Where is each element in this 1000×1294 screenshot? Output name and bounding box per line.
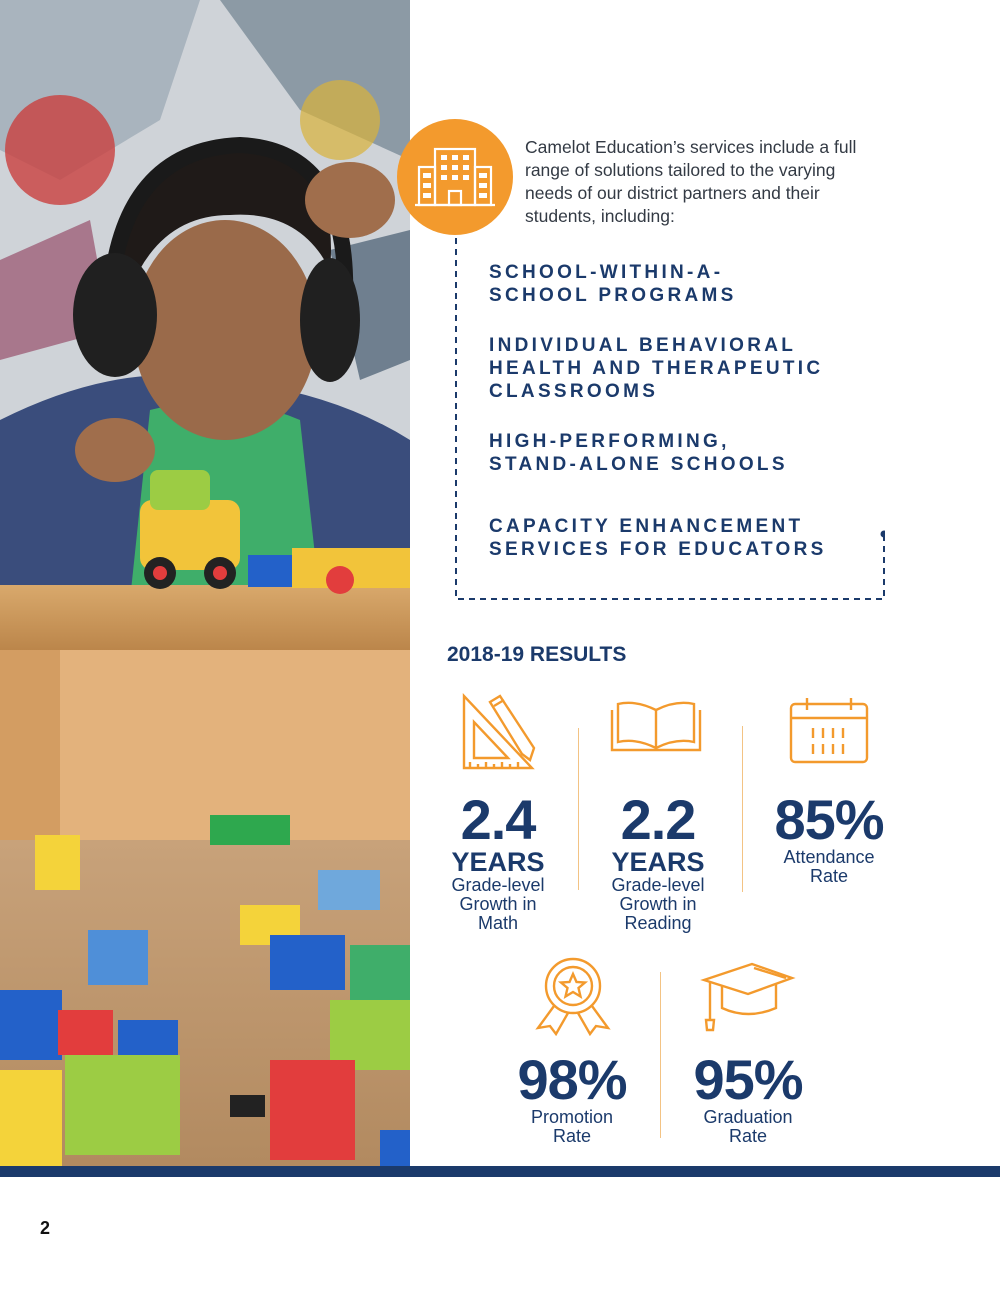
stat-unit: YEARS [451,847,545,877]
ruler-triangle-icon [460,692,538,772]
stat-caption: Graduation Rate [703,1107,793,1146]
award-ribbon-icon [532,956,614,1036]
stat-promotion [500,1048,644,1146]
stat-attendance [756,788,902,886]
stat-value: 95% [693,1048,803,1111]
open-book-icon [606,698,706,754]
stat-graduation [676,1048,820,1146]
stat-reading [588,788,728,933]
service-item: HIGH-PERFORMING, STAND-ALONE SCHOOLS [489,431,788,475]
stat-value: 2.4 [460,788,536,851]
stat-unit: YEARS [611,847,705,877]
graduation-cap-icon [700,958,796,1036]
results-heading: 2018-19 RESULTS [447,643,627,666]
hero-photo [0,0,410,1166]
stat-caption: Grade-level Growth in Math [451,875,545,933]
intro-paragraph: Camelot Education’s services include a full range of solutions tailored to the varying needs of our district partners and their students, including: [525,137,857,226]
service-item: INDIVIDUAL BEHAVIORAL HEALTH AND THERAPEUTIC CLASSROOMS [489,335,824,402]
service-item: CAPACITY ENHANCEMENT SERVICES FOR EDUCATORS [489,516,827,560]
footer-bar [0,1166,1000,1177]
stat-caption: Attendance Rate [783,847,875,886]
stat-caption: Promotion Rate [530,1107,614,1146]
stat-caption: Grade-level Growth in Reading [611,875,705,933]
service-item: SCHOOL-WITHIN-A- SCHOOL PROGRAMS [489,262,737,306]
stat-value: 85% [774,788,884,851]
stat-value: 98% [517,1048,627,1111]
page-number: 2 [40,1218,51,1238]
stat-math [430,788,566,933]
divider [742,726,743,892]
building-icon [397,119,513,235]
divider [660,972,661,1138]
divider [578,728,579,890]
calendar-icon [787,696,871,766]
building-icon-badge [397,119,513,235]
stat-value: 2.2 [620,788,696,851]
